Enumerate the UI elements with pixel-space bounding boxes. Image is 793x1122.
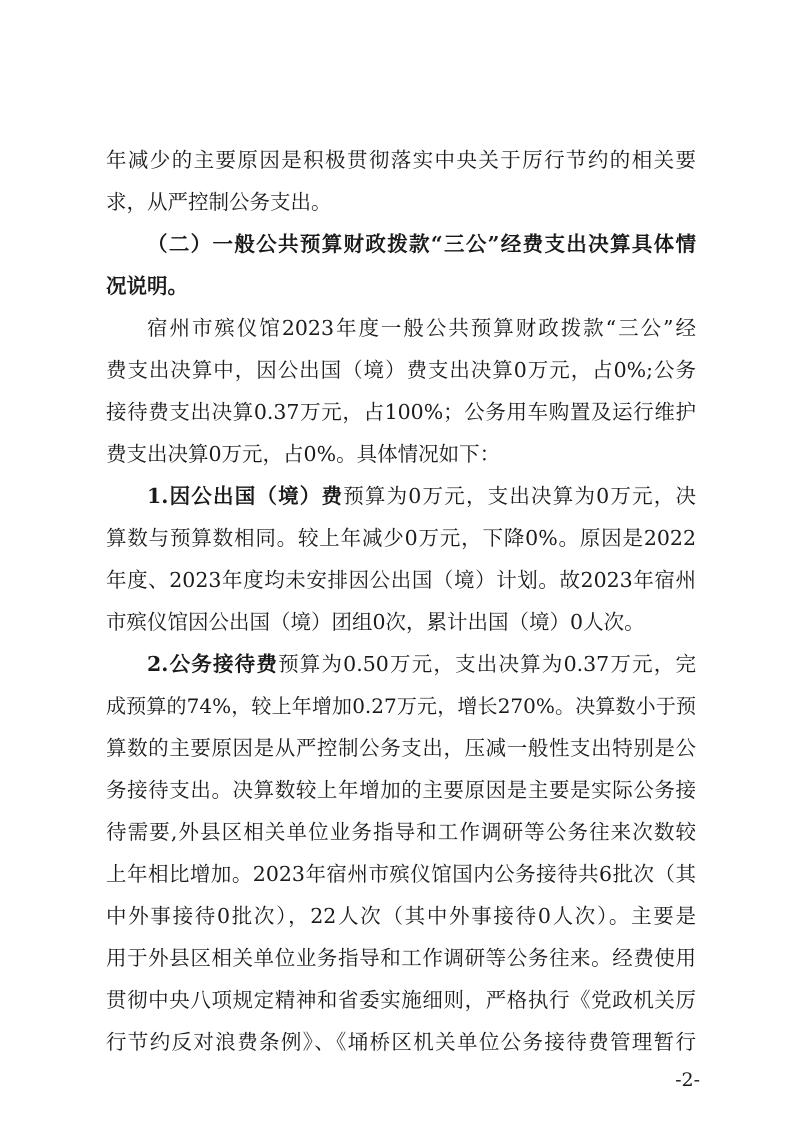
line-text: 中外事接待0批次），22人次（其中外事接待0人次）。主要是 — [106, 904, 696, 928]
paragraph-line — [106, 565, 696, 595]
paragraph-line — [106, 691, 696, 721]
line-text: 年减少的主要原因是积极贯彻落实中央关于厉行节约的相关要 — [106, 148, 696, 172]
line-text: 费支出决算0万元，占0%。具体情况如下： — [106, 442, 501, 466]
page-number: -2- — [675, 1069, 700, 1091]
paragraph-line — [147, 649, 696, 679]
heading-text: （二）一般公共预算财政拨款“三公”经费支出决算具体情 — [147, 232, 696, 256]
paragraph-line — [106, 1027, 696, 1057]
heading-text: 况说明。 — [106, 274, 188, 298]
line-text: 求，从严控制公务支出。 — [106, 190, 332, 214]
paragraph-line — [106, 733, 696, 763]
item-heading: 2.公务接待费 — [147, 652, 279, 676]
paragraph-line — [106, 901, 696, 931]
paragraph-line — [106, 859, 696, 889]
paragraph-line — [106, 439, 696, 469]
section-heading — [147, 229, 696, 259]
line-text: 算数的主要原因是从严控制公务支出，压减一般性支出特别是公 — [106, 736, 696, 760]
paragraph-line — [106, 985, 696, 1015]
section-heading — [106, 271, 696, 301]
line-text: 务接待支出。决算数较上年增加的主要原因是主要是实际公务接 — [106, 778, 696, 802]
line-text: 用于外县区相关单位业务指导和工作调研等公务往来。经费使用 — [106, 946, 696, 970]
line-text: 贯彻中央八项规定精神和省委实施细则，严格执行《党政机关厉 — [106, 988, 696, 1012]
paragraph-line — [106, 523, 696, 553]
paragraph-line — [106, 355, 696, 385]
line-text: 行节约反对浪费条例》、《埇桥区机关单位公务接待费管理暂行 — [106, 1030, 696, 1054]
item-heading: 1.因公出国（境）费 — [147, 484, 344, 508]
line-text: 接待费支出决算0.37万元，占100%；公务用车购置及运行维护 — [106, 400, 696, 424]
paragraph-line — [106, 943, 696, 973]
paragraph-line — [106, 187, 696, 217]
paragraph-line — [106, 607, 696, 637]
line-text: 预算为0.50万元，支出决算为0.37万元，完 — [278, 652, 696, 676]
paragraph-line — [106, 145, 696, 175]
paragraph-line — [106, 775, 696, 805]
paragraph-line — [106, 397, 696, 427]
paragraph-line — [106, 817, 696, 847]
line-text: 预算为0万元，支出决算为0万元，决 — [343, 484, 696, 508]
line-text: 宿州市殡仪馆2023年度一般公共预算财政拨款“三公”经 — [147, 316, 696, 340]
line-text: 市殡仪馆因公出国（境）团组0次，累计出国（境）0人次。 — [106, 610, 645, 634]
paragraph-line — [147, 481, 696, 511]
line-text: 年度、2023年度均未安排因公出国（境）计划。故2023年宿州 — [106, 568, 696, 592]
line-text: 费支出决算中，因公出国（境）费支出决算0万元，占0%;公务 — [106, 358, 696, 382]
line-text: 算数与预算数相同。较上年减少0万元，下降0%。原因是2022 — [106, 526, 696, 550]
line-text: 上年相比增加。2023年宿州市殡仪馆国内公务接待共6批次（其 — [106, 862, 696, 886]
line-text: 待需要,外县区相关单位业务指导和工作调研等公务往来次数较 — [106, 820, 696, 844]
line-text: 成预算的74%，较上年增加0.27万元，增长270%。决算数小于预 — [106, 694, 696, 718]
paragraph-line — [147, 313, 696, 343]
